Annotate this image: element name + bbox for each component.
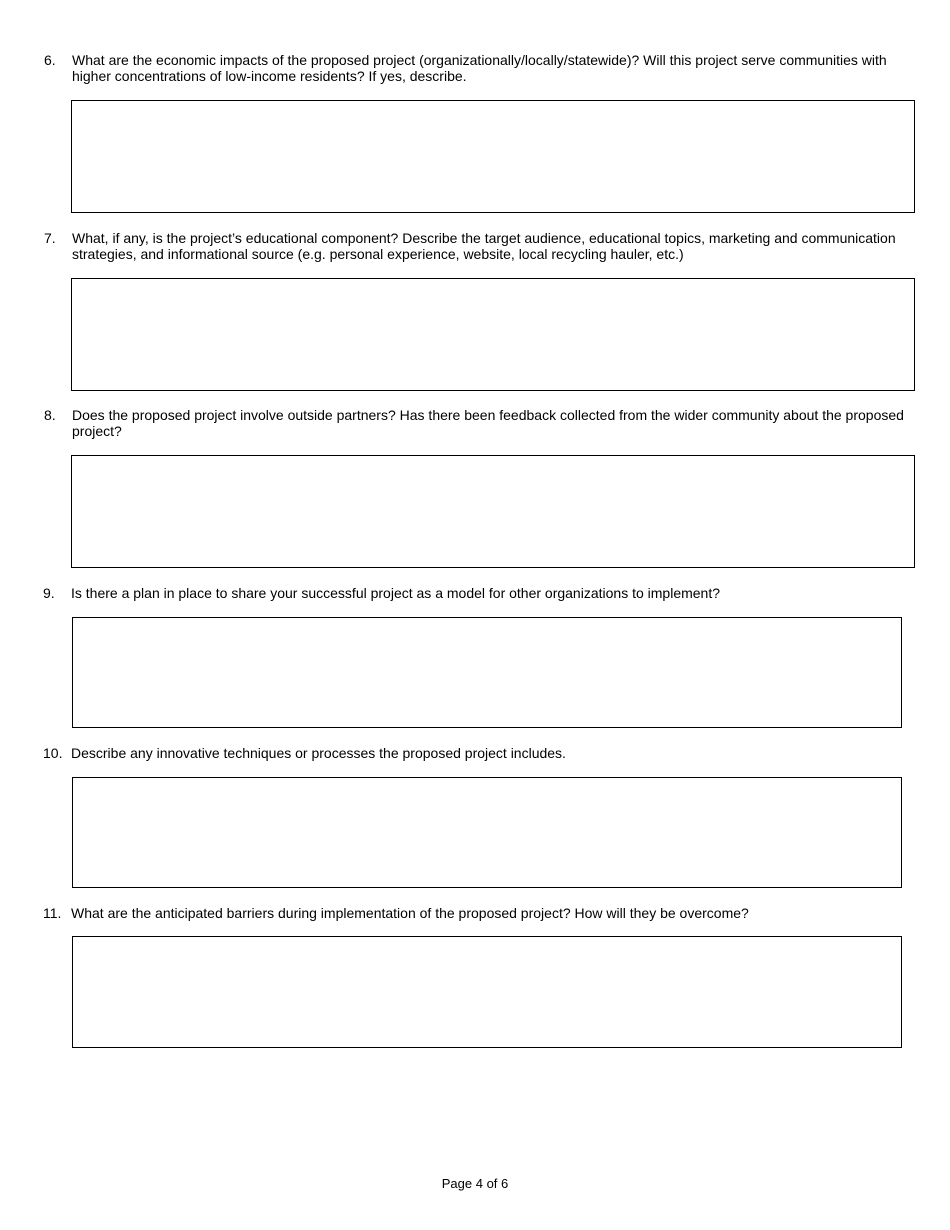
question-9-answer-field[interactable] <box>72 617 902 728</box>
question-9-number: 9. <box>43 585 55 601</box>
question-11-number: 11. <box>43 905 62 921</box>
question-8-number: 8. <box>44 407 56 423</box>
question-7-text: What, if any, is the project’s educational component? Describe the target audience, educational topics, marketing and communication strategies, and informational source (e.g. personal experience, website, local recycling hauler, etc.) <box>72 230 896 262</box>
question-10-number: 10. <box>43 745 63 761</box>
page-number: Page 4 of 6 <box>441 1176 509 1191</box>
question-8-text: Does the proposed project involve outside partners? Has there been feedback collected from the wider community about the proposed project? <box>72 407 904 439</box>
question-7-answer-field[interactable] <box>71 278 915 391</box>
question-9-text: Is there a plan in place to share your successful project as a model for other organizations to implement? <box>71 585 721 601</box>
question-10-answer-field[interactable] <box>72 777 902 888</box>
question-11-answer-field[interactable] <box>72 936 902 1048</box>
question-6-answer-field[interactable] <box>71 100 915 213</box>
question-7-number: 7. <box>44 230 56 246</box>
question-10-text: Describe any innovative techniques or processes the proposed project includes. <box>71 745 566 761</box>
question-8-answer-field[interactable] <box>71 455 915 568</box>
question-11-text: What are the anticipated barriers during implementation of the proposed project? How will they be overcome? <box>71 905 749 921</box>
question-6-number: 6. <box>44 52 56 68</box>
question-6-text: What are the economic impacts of the proposed project (organizationally/locally/statewide)? Will this project serve communities with higher concentrations of low-income residents? If yes, describe. <box>72 52 887 84</box>
